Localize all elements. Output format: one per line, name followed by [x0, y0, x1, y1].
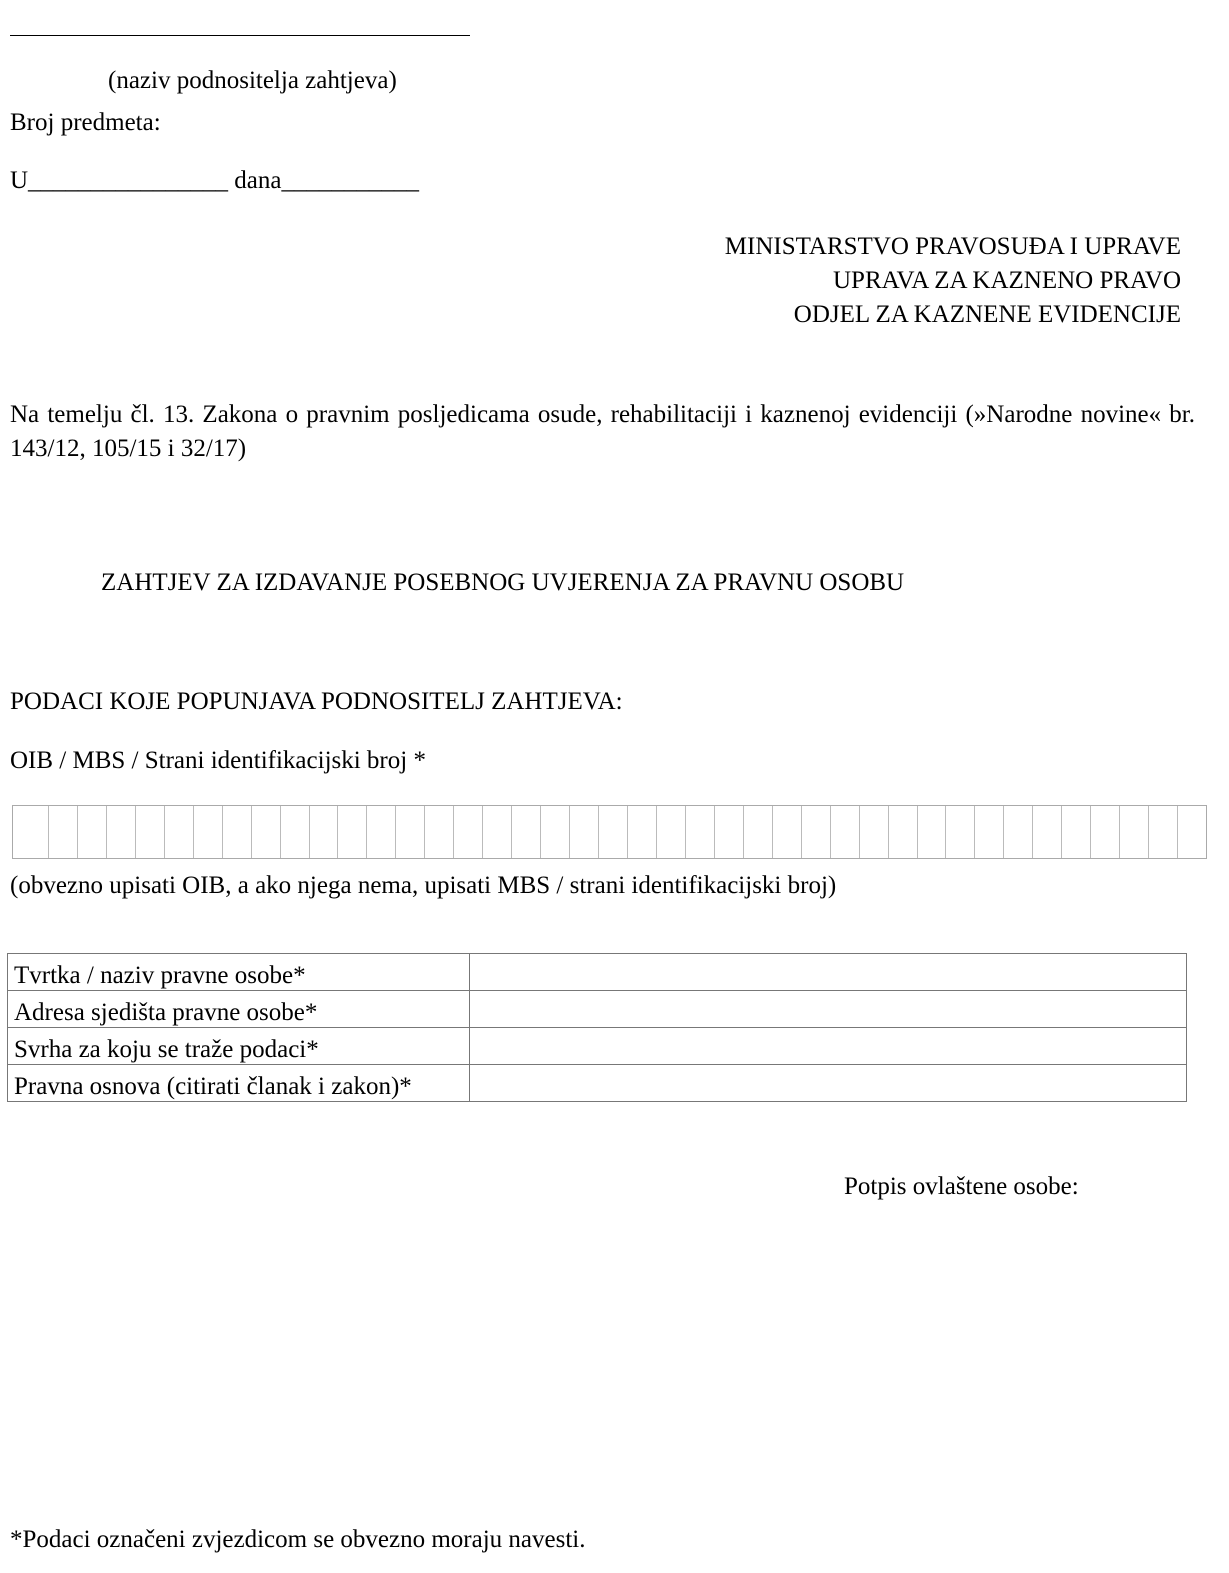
table-row — [8, 991, 1187, 1028]
id-digit-cell[interactable] — [888, 806, 917, 858]
id-note: (obvezno upisati OIB, a ako njega nema, upisati MBS / strani identifikacijski broj) — [10, 872, 837, 899]
id-digit-cell[interactable] — [945, 806, 974, 858]
id-digit-cell[interactable] — [395, 806, 424, 858]
table-row — [8, 1028, 1187, 1065]
id-digit-cell[interactable] — [569, 806, 598, 858]
id-digit-cell[interactable] — [1061, 806, 1090, 858]
row-value-field[interactable] — [470, 991, 1187, 1028]
id-number-input-grid[interactable] — [12, 805, 1207, 859]
id-digit-cell[interactable] — [859, 806, 888, 858]
id-digit-cell[interactable] — [511, 806, 540, 858]
id-digit-cell[interactable] — [193, 806, 222, 858]
table-row — [8, 954, 1187, 991]
id-digit-cell[interactable] — [77, 806, 106, 858]
id-digit-cell[interactable] — [337, 806, 366, 858]
id-digit-cell[interactable] — [48, 806, 77, 858]
recipient-line-1: MINISTARSTVO PRAVOSUĐA I UPRAVE — [724, 233, 1181, 260]
applicant-caption: (naziv podnositelja zahtjeva) — [108, 67, 397, 94]
id-digit-cell[interactable] — [280, 806, 309, 858]
id-digit-cell[interactable] — [106, 806, 135, 858]
id-digit-cell[interactable] — [1177, 806, 1206, 858]
legal-entity-data-table — [7, 953, 1187, 1102]
id-digit-cell[interactable] — [772, 806, 801, 858]
id-digit-cell[interactable] — [917, 806, 946, 858]
id-digit-cell[interactable] — [222, 806, 251, 858]
id-digit-cell[interactable] — [627, 806, 656, 858]
id-digit-cell[interactable] — [598, 806, 627, 858]
row-label: Adresa sjedišta pravne osobe* — [8, 991, 470, 1028]
id-digit-cell[interactable] — [164, 806, 193, 858]
id-digit-cell[interactable] — [309, 806, 338, 858]
id-digit-cell[interactable] — [743, 806, 772, 858]
row-value-field[interactable] — [470, 1065, 1187, 1102]
table-row — [8, 1065, 1187, 1102]
id-digit-cell[interactable] — [801, 806, 830, 858]
section-heading: PODACI KOJE POPUNJAVA PODNOSITELJ ZAHTJEVA: — [10, 688, 623, 715]
id-digit-cell[interactable] — [540, 806, 569, 858]
id-digit-cell[interactable] — [1032, 806, 1061, 858]
id-digit-cell[interactable] — [13, 806, 48, 858]
id-digit-cell[interactable] — [482, 806, 511, 858]
id-digit-cell[interactable] — [714, 806, 743, 858]
id-digit-cell[interactable] — [453, 806, 482, 858]
id-digit-cell[interactable] — [1148, 806, 1177, 858]
recipient-line-3: ODJEL ZA KAZNENE EVIDENCIJE — [793, 301, 1181, 328]
id-label: OIB / MBS / Strani identifikacijski broj * — [10, 747, 426, 774]
id-digit-cell[interactable] — [1090, 806, 1119, 858]
legal-basis: Na temelju čl. 13. Zakona o pravnim posljedicama osude, rehabilitaciji i kaznenoj evidenciji (»Narodne novine« br. 143/12, 105/15 i 32/17) — [10, 401, 1195, 462]
document-title: ZAHTJEV ZA IZDAVANJE POSEBNOG UVJERENJA ZA PRAVNU OSOBU — [101, 569, 905, 596]
id-digit-cell[interactable] — [1119, 806, 1148, 858]
row-value-field[interactable] — [470, 1028, 1187, 1065]
id-digit-cell[interactable] — [974, 806, 1003, 858]
row-label: Pravna osnova (citirati članak i zakon)* — [8, 1065, 470, 1102]
place-date-line: U________________ dana___________ — [10, 167, 419, 194]
id-digit-cell[interactable] — [685, 806, 714, 858]
row-value-field[interactable] — [470, 954, 1187, 991]
applicant-name-line[interactable] — [10, 35, 470, 36]
id-digit-cell[interactable] — [366, 806, 395, 858]
footnote: *Podaci označeni zvjezdicom se obvezno moraju navesti. — [10, 1526, 586, 1553]
signature-label: Potpis ovlaštene osobe: — [844, 1173, 1079, 1200]
case-number-label: Broj predmeta: — [10, 109, 161, 136]
id-digit-cell[interactable] — [424, 806, 453, 858]
id-digit-cell[interactable] — [656, 806, 685, 858]
id-digit-cell[interactable] — [251, 806, 280, 858]
id-digit-cell[interactable] — [135, 806, 164, 858]
id-digit-cell[interactable] — [830, 806, 859, 858]
id-digit-cell[interactable] — [1003, 806, 1032, 858]
row-label: Tvrtka / naziv pravne osobe* — [8, 954, 470, 991]
recipient-line-2: UPRAVA ZA KAZNENO PRAVO — [833, 267, 1181, 294]
row-label: Svrha za koju se traže podaci* — [8, 1028, 470, 1065]
